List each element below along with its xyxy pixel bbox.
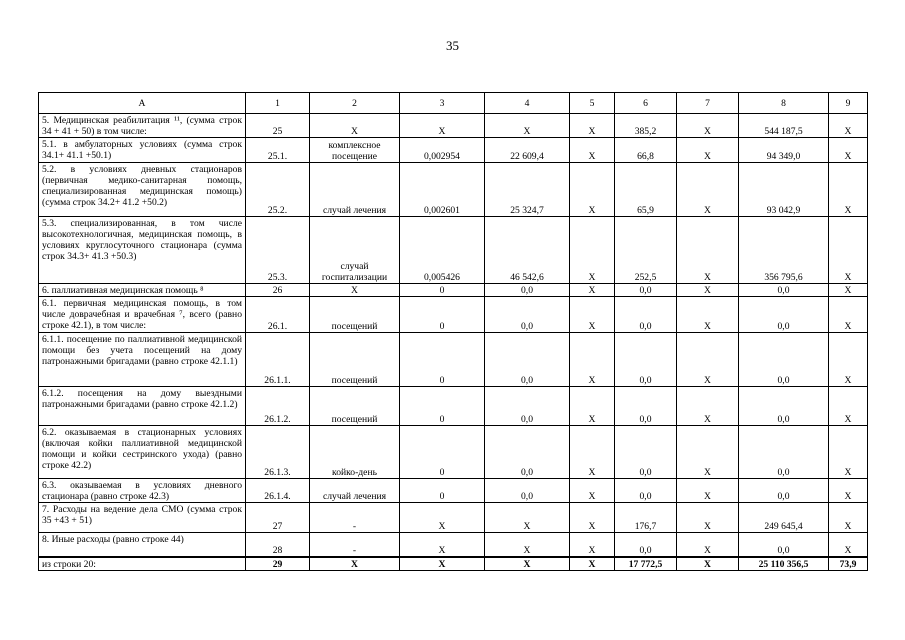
table-cell: 0,0 [739, 333, 829, 387]
table-cell: 25 110 356,5 [739, 557, 829, 571]
table-row [39, 297, 868, 333]
table-cell: случай лечения [310, 479, 400, 503]
table-cell: случай госпитализации [310, 217, 400, 284]
table-cell: 0,0 [615, 387, 677, 426]
row-description-cell: 5.3. специализированная, в том числе высокотехнологичная, медицинская помощь, в условиях круглосуточного стационара (сумма строк 34.3+ 41.3 +50.3) [39, 217, 246, 284]
table-cell: 26.1. [246, 297, 310, 333]
table-cell: 25 324,7 [485, 163, 570, 217]
table-row [39, 138, 868, 163]
table-cell: Х [677, 387, 739, 426]
table-row [39, 114, 868, 138]
row-description-cell: 6.1.2. посещения на дому выездными патронажными бригадами (равно строке 42.1.2) [39, 387, 246, 426]
table-cell: 0,0 [739, 479, 829, 503]
table-cell: Х [570, 138, 615, 163]
table-cell: Х [677, 479, 739, 503]
page-number: 35 [446, 38, 459, 53]
table-cell: 0,0 [739, 426, 829, 479]
header-cell: 1 [246, 93, 310, 114]
table-cell: 0 [400, 479, 485, 503]
table-cell: 0,0 [615, 533, 677, 557]
table-cell: 26.1.2. [246, 387, 310, 426]
table-cell: 0,0 [615, 333, 677, 387]
table-cell: Х [570, 479, 615, 503]
table-cell: Х [829, 284, 868, 297]
table-cell: 0,0 [485, 479, 570, 503]
table-cell: 0,0 [739, 533, 829, 557]
table-row [39, 426, 868, 479]
table-cell: Х [829, 387, 868, 426]
table-cell: 25 [246, 114, 310, 138]
table-cell: 25.2. [246, 163, 310, 217]
table-cell: Х [677, 284, 739, 297]
table-cell: Х [677, 163, 739, 217]
table-cell: 0,0 [615, 479, 677, 503]
header-cell: 5 [570, 93, 615, 114]
table-cell: 249 645,4 [739, 503, 829, 533]
table-cell: посещений [310, 297, 400, 333]
table-cell: Х [829, 138, 868, 163]
table-cell: 0,005426 [400, 217, 485, 284]
table-cell: 0,0 [615, 284, 677, 297]
table-cell: 93 042,9 [739, 163, 829, 217]
table-cell: - [310, 503, 400, 533]
table-cell: 0,0 [485, 387, 570, 426]
table-header-row [39, 93, 868, 114]
table-cell: Х [570, 217, 615, 284]
table-cell: Х [570, 333, 615, 387]
table-cell: 252,5 [615, 217, 677, 284]
table-cell: 27 [246, 503, 310, 533]
table-cell: 0,0 [485, 284, 570, 297]
row-description-cell: из строки 20: [39, 557, 246, 571]
row-description-cell: 6.1.1. посещение по паллиативной медицинской помощи без учета посещений на дому патронажными бригадами (равно строке 42.1.1) [39, 333, 246, 387]
table-row [39, 333, 868, 387]
table-cell: 0,0 [739, 284, 829, 297]
table-cell: 26 [246, 284, 310, 297]
table-cell: 28 [246, 533, 310, 557]
table-cell: Х [677, 333, 739, 387]
header-cell: А [39, 93, 246, 114]
table-cell: Х [400, 503, 485, 533]
table-cell: 385,2 [615, 114, 677, 138]
table-cell: 29 [246, 557, 310, 571]
table-cell: 65,9 [615, 163, 677, 217]
table-cell: Х [570, 387, 615, 426]
table-cell: Х [570, 163, 615, 217]
table-cell: Х [485, 557, 570, 571]
table-cell: Х [400, 557, 485, 571]
table-cell: 544 187,5 [739, 114, 829, 138]
table-cell: Х [677, 557, 739, 571]
table-cell: 0 [400, 333, 485, 387]
table-cell: 0,0 [485, 297, 570, 333]
header-cell: 9 [829, 93, 868, 114]
table-cell: Х [829, 114, 868, 138]
table-cell: 0,0 [739, 297, 829, 333]
row-description-cell: 7. Расходы на ведение дела СМО (сумма строк 35 +43 + 51) [39, 503, 246, 533]
table-cell: Х [829, 163, 868, 217]
table-cell: 0 [400, 426, 485, 479]
table-cell: Х [677, 503, 739, 533]
table-cell: 0,0 [739, 387, 829, 426]
table-row [39, 284, 868, 297]
table-cell: - [310, 533, 400, 557]
table-cell: 25.3. [246, 217, 310, 284]
table-cell: посещений [310, 387, 400, 426]
table-cell: Х [677, 533, 739, 557]
table-row [39, 387, 868, 426]
table-row [39, 163, 868, 217]
table-row [39, 503, 868, 533]
table-cell: Х [310, 557, 400, 571]
table-cell: посещений [310, 333, 400, 387]
header-cell: 7 [677, 93, 739, 114]
table-cell: Х [310, 284, 400, 297]
table-row [39, 557, 868, 571]
header-cell: 4 [485, 93, 570, 114]
table-cell: Х [485, 533, 570, 557]
table-cell: Х [829, 217, 868, 284]
table-cell: 26.1.3. [246, 426, 310, 479]
table-cell: Х [570, 114, 615, 138]
table-cell: Х [570, 284, 615, 297]
table-cell: 0 [400, 284, 485, 297]
table-cell: 0,0 [485, 426, 570, 479]
budget-table [38, 92, 868, 571]
table-row [39, 479, 868, 503]
header-cell: 3 [400, 93, 485, 114]
table-cell: 176,7 [615, 503, 677, 533]
header-cell: 6 [615, 93, 677, 114]
table-cell: 22 609,4 [485, 138, 570, 163]
header-cell: 2 [310, 93, 400, 114]
table-cell: 356 795,6 [739, 217, 829, 284]
table-cell: Х [829, 479, 868, 503]
table-cell: 0,0 [615, 426, 677, 479]
row-description-cell: 8. Иные расходы (равно строке 44) [39, 533, 246, 557]
table-cell: Х [829, 503, 868, 533]
table-cell: 46 542,6 [485, 217, 570, 284]
table-cell: 26.1.1. [246, 333, 310, 387]
table-cell: койко-день [310, 426, 400, 479]
table-cell: 26.1.4. [246, 479, 310, 503]
table-cell: Х [677, 138, 739, 163]
table-cell: Х [570, 503, 615, 533]
table-cell: Х [829, 297, 868, 333]
row-description-cell: 6.1. первичная медицинская помощь, в том числе доврачебная и врачебная ⁷, всего (равно строке 42.1), в том числе: [39, 297, 246, 333]
table-cell: комплексное посещение [310, 138, 400, 163]
header-cell: 8 [739, 93, 829, 114]
row-description-cell: 5.2. в условиях дневных стационаров (первичная медико-санитарная помощь, специализированная медицинская помощь) (сумма строк 34.2+ 41.2 +50.2) [39, 163, 246, 217]
table-cell: Х [677, 426, 739, 479]
table-cell: Х [570, 297, 615, 333]
table-cell: 0,0 [485, 333, 570, 387]
table-cell: 73,9 [829, 557, 868, 571]
table-cell: Х [570, 533, 615, 557]
table-cell: Х [829, 333, 868, 387]
table-cell: Х [677, 297, 739, 333]
table-cell: Х [485, 503, 570, 533]
table-cell: 0 [400, 297, 485, 333]
row-description-cell: 6.3. оказываемая в условиях дневного стационара (равно строке 42.3) [39, 479, 246, 503]
table-cell: Х [310, 114, 400, 138]
table-cell: 0,0 [615, 297, 677, 333]
table-cell: Х [829, 426, 868, 479]
row-description-cell: 5.1. в амбулаторных условиях (сумма строк 34.1+ 41.1 +50.1) [39, 138, 246, 163]
row-description-cell: 6. паллиативная медицинская помощь ⁸ [39, 284, 246, 297]
table-row [39, 217, 868, 284]
table-cell: 0,002601 [400, 163, 485, 217]
table-cell: Х [570, 557, 615, 571]
table-cell: Х [485, 114, 570, 138]
table-cell: Х [829, 533, 868, 557]
row-description-cell: 5. Медицинская реабилитация ¹¹, (сумма строк 34 + 41 + 50) в том числе: [39, 114, 246, 138]
table-cell: 66,8 [615, 138, 677, 163]
row-description-cell: 6.2. оказываемая в стационарных условиях (включая койки паллиативной медицинской помощи и койки сестринского ухода) (равно строке 42.2) [39, 426, 246, 479]
table-cell: 0,002954 [400, 138, 485, 163]
table-cell: Х [400, 114, 485, 138]
table-cell: 0 [400, 387, 485, 426]
table-cell: 25.1. [246, 138, 310, 163]
table-cell: 17 772,5 [615, 557, 677, 571]
table-cell: 94 349,0 [739, 138, 829, 163]
table-row [39, 533, 868, 557]
table-cell: Х [677, 217, 739, 284]
table-cell: Х [400, 533, 485, 557]
table-cell: Х [570, 426, 615, 479]
table-cell: Х [677, 114, 739, 138]
table-cell: случай лечения [310, 163, 400, 217]
